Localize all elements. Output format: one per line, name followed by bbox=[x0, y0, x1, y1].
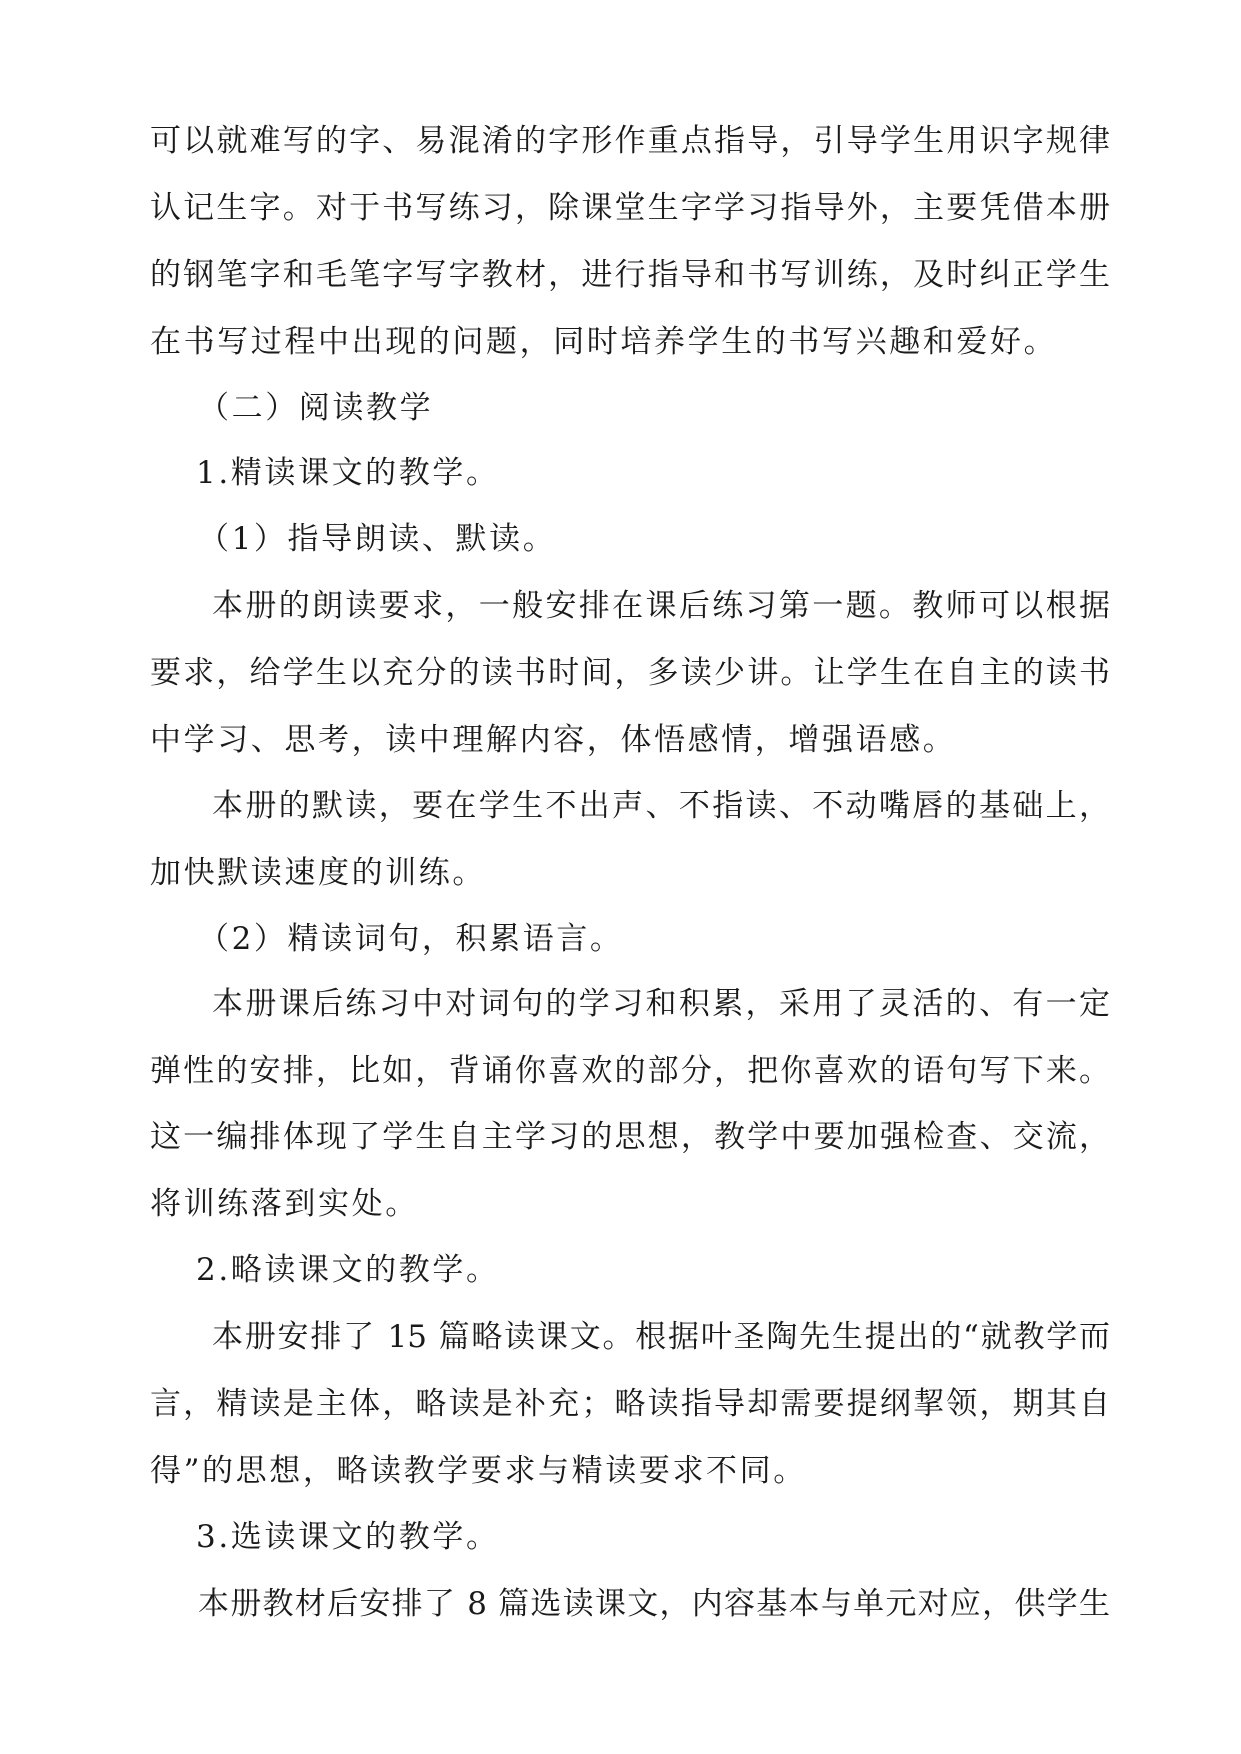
paragraph-line: 的钢笔字和毛笔字写字教材，进行指导和书写训练，及时纠正学生 bbox=[150, 257, 1110, 293]
paragraph-line: 得”的思想，略读教学要求与精读要求不同。 bbox=[150, 1453, 807, 1489]
paragraph-line: 加快默读速度的训练。 bbox=[150, 855, 486, 891]
paragraph-line: 这一编排体现了学生自主学习的思想，教学中要加强检查、交流， bbox=[150, 1119, 1110, 1155]
paragraph-line: 本册安排了 15 篇略读课文。根据叶圣陶先生提出的“就教学而 bbox=[212, 1319, 1110, 1355]
item-heading: （2）精读词句，积累语言。 bbox=[198, 921, 624, 957]
paragraph-line: 将训练落到实处。 bbox=[150, 1186, 419, 1222]
paragraph-line: 本册的默读，要在学生不出声、不指读、不动嘴唇的基础上， bbox=[212, 788, 1110, 824]
subsection-heading: 3.选读课文的教学。 bbox=[196, 1519, 500, 1555]
paragraph-line: 弹性的安排，比如，背诵你喜欢的部分，把你喜欢的语句写下来。 bbox=[150, 1053, 1110, 1089]
paragraph-line: 本册课后练习中对词句的学习和积累，采用了灵活的、有一定 bbox=[212, 986, 1110, 1022]
paragraph-line: 本册教材后安排了 8 篇选读课文，内容基本与单元对应，供学生 bbox=[198, 1586, 1110, 1622]
paragraph-line: 在书写过程中出现的问题，同时培养学生的书写兴趣和爱好。 bbox=[150, 324, 1058, 360]
paragraph-line: 可以就难写的字、易混淆的字形作重点指导，引导学生用识字规律 bbox=[150, 123, 1110, 159]
subsection-heading: 1.精读课文的教学。 bbox=[196, 455, 500, 491]
item-heading: （1）指导朗读、默读。 bbox=[198, 521, 557, 557]
paragraph-line: 本册的朗读要求，一般安排在课后练习第一题。教师可以根据 bbox=[212, 588, 1110, 624]
paragraph-line: 认记生字。对于书写练习，除课堂生字学习指导外，主要凭借本册 bbox=[150, 190, 1110, 226]
section-heading: （二）阅读教学 bbox=[198, 390, 434, 426]
paragraph-line: 要求，给学生以充分的读书时间，多读少讲。让学生在自主的读书 bbox=[150, 655, 1110, 691]
paragraph-line: 中学习、思考，读中理解内容，体悟感情，增强语感。 bbox=[150, 722, 957, 758]
subsection-heading: 2.略读课文的教学。 bbox=[196, 1252, 500, 1288]
paragraph-line: 言，精读是主体，略读是补充；略读指导却需要提纲挈领，期其自 bbox=[150, 1386, 1110, 1422]
